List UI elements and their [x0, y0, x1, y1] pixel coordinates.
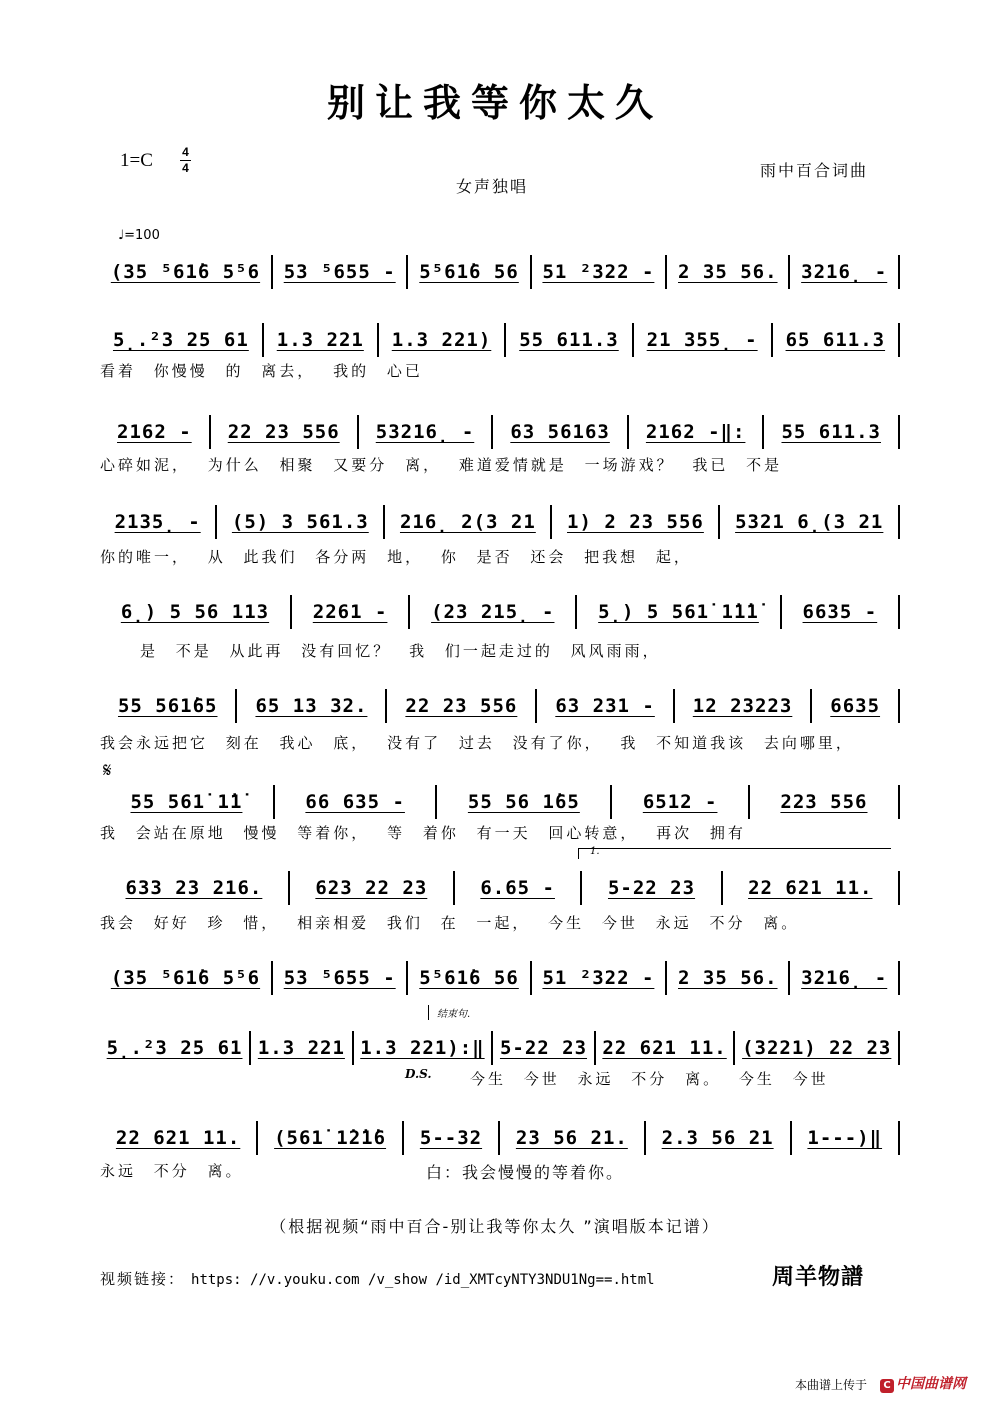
site-logo[interactable]	[880, 1373, 966, 1393]
measure: 3216̣ -	[801, 967, 888, 989]
barline	[898, 323, 900, 357]
lyric-line: 我会永远把它 刻在 我心 底， 没有了 过去 没有了你， 我 不知道我该 去向哪里，	[100, 734, 854, 752]
measure: 22 23 556	[405, 695, 518, 717]
notes-line	[100, 592, 900, 632]
lyric-line: 是 不是 从此再 没有回忆？ 我 们一起走过的 风风雨雨，	[140, 642, 661, 660]
measure: 2 35 56.	[678, 967, 778, 989]
measure: 5--32	[419, 1127, 483, 1149]
measure: 2261 -	[312, 601, 388, 623]
barline	[898, 785, 900, 819]
score-row	[100, 592, 900, 632]
barline	[898, 415, 900, 449]
measure: 55 561̇65	[117, 695, 218, 717]
notes-line	[100, 958, 900, 998]
measure: 5-22 23	[499, 1037, 588, 1059]
score-row	[100, 412, 900, 452]
measure: 55 611.3	[781, 421, 881, 443]
score-row	[100, 868, 900, 908]
measure: 22 621 11.	[115, 1127, 241, 1149]
measure: 3216̣ -	[801, 261, 888, 283]
time-bottom: 4	[182, 161, 189, 175]
notes-line	[100, 782, 900, 822]
lyric-line: 你的唯一， 从 此我们 各分两 地， 你 是否 还会 把我想 起，	[100, 548, 692, 566]
upload-notice: 本曲谱上传于	[795, 1378, 868, 1392]
score-row	[100, 686, 900, 726]
singer-type: 女声独唱	[456, 177, 529, 196]
barline	[898, 1031, 900, 1065]
lyric-line: 心碎如泥， 为什么 相聚 又要分 离， 难道爱情就是 一场游戏？ 我已 不是	[100, 456, 783, 474]
measure: (5) 3 561.3	[231, 511, 369, 533]
measure: 5-22 23	[607, 877, 696, 899]
barline	[898, 689, 900, 723]
measure: 5̣.²3 25 61	[112, 329, 249, 351]
ds-marking: D.S.	[405, 1067, 432, 1081]
measure: 53 ⁵655 -	[283, 967, 396, 989]
score-row	[100, 782, 900, 822]
notes-line	[100, 1118, 900, 1158]
notes-line	[100, 868, 900, 908]
measure: 12 23223	[692, 695, 793, 717]
measure: 6512 -	[642, 791, 718, 813]
measure: (23 215̣ -	[431, 601, 555, 623]
barline	[898, 961, 900, 995]
measure: 66 635 -	[305, 791, 405, 813]
measure: 53216̣ -	[375, 421, 475, 443]
lyric-line: 今生 今世 永远 不分 离。 今生 今世	[470, 1070, 829, 1088]
measure: 22 621 11.	[748, 877, 873, 899]
measure: 216̣ 2(3 21	[399, 511, 536, 533]
notes-line	[100, 1028, 900, 1068]
measure: 22 23 556	[227, 421, 340, 443]
measure: 63 231 -	[555, 695, 655, 717]
measure: (35 ⁵61̇6 5⁵6	[110, 261, 261, 283]
notes-line	[100, 686, 900, 726]
measure: 5⁵61̇6 56	[419, 261, 519, 283]
spoken-line: 白：我会慢慢的等着你。	[426, 1163, 625, 1182]
measure: 2162 -‖:	[645, 421, 746, 443]
barline	[898, 871, 900, 905]
notes-line	[100, 320, 900, 360]
measure: 6̣) 5 56 113	[120, 601, 270, 623]
measure: 2 35 56.	[678, 261, 778, 283]
measure: 2135̣ -	[114, 511, 201, 533]
song-title: 别让我等你太久	[326, 80, 663, 125]
measure: (3221) 22 23	[742, 1037, 892, 1059]
measure: 22 621 11.	[602, 1037, 727, 1059]
barline	[898, 255, 900, 289]
ending-label: 结束句.	[428, 1005, 470, 1020]
measure: 55 611.3	[519, 329, 619, 351]
site-logo-text: 中国曲谱网	[896, 1376, 966, 1392]
score-row	[100, 1028, 900, 1068]
notes-line	[100, 252, 900, 292]
measure: 1.3 221)	[391, 329, 492, 351]
video-url[interactable]: https: //v.youku.com /v_show /id_XMTcyNTY3NDU1Ng==.html	[191, 1272, 655, 1288]
measure: (35 ⁵61̇6 5⁵6	[110, 967, 261, 989]
lyric-line: 永远 不分 离。	[100, 1162, 244, 1180]
measure: (561̇ 1̇2̇1̇6	[274, 1127, 387, 1149]
measure: 53 ⁵655 -	[283, 261, 396, 283]
measure: 23 56 21.	[515, 1127, 628, 1149]
score-row	[100, 320, 900, 360]
video-link-label: 视频链接：	[100, 1270, 186, 1288]
logo-icon: C	[880, 1379, 894, 1393]
notes-line	[100, 502, 900, 542]
measure: 1.3 221	[257, 1037, 345, 1059]
lyric-line: 看着 你慢慢 的 离去， 我的 心已	[100, 362, 423, 380]
measure: 2.3 56 21	[661, 1127, 774, 1149]
measure: 51 ²322 -	[542, 261, 655, 283]
transcription-note: （根据视频“雨中百合-别让我等你太久 ”演唱版本记谱）	[270, 1217, 720, 1236]
measure: 6.65 -	[480, 877, 555, 899]
notes-line	[100, 412, 900, 452]
measure: 21 355̣ -	[646, 329, 758, 351]
measure: 5321 6̣(3 21	[735, 511, 884, 533]
score-row	[100, 958, 900, 998]
measure: 65 611.3	[785, 329, 886, 351]
lyric-line: 我会 好好 珍 惜， 相亲相爱 我们 在 一起， 今生 今世 永远 不分 离。	[100, 914, 800, 932]
measure: 63 56163	[510, 421, 610, 443]
time-signature	[180, 146, 191, 175]
measure: 5⁵61̇6 56	[419, 967, 519, 989]
measure: 55 561̇ 1̇1̇	[130, 791, 243, 813]
measure: 5̣.²3 25 61	[106, 1037, 243, 1059]
measure: 223 556	[780, 791, 868, 813]
measure: 1.3 221	[276, 329, 364, 351]
transcriber-signature: 周羊物譜	[772, 1264, 865, 1290]
volta-label: 1.	[590, 846, 600, 857]
key-signature: 1=C	[120, 150, 153, 171]
measure: 51 ²322 -	[542, 967, 655, 989]
score-row	[100, 502, 900, 542]
measure: 6635 -	[802, 601, 878, 623]
time-top: 4	[182, 145, 189, 159]
segno-icon: 𝄋	[103, 758, 112, 782]
score-row	[100, 1118, 900, 1158]
measure: 6635	[830, 695, 881, 717]
video-link	[100, 1268, 655, 1289]
measure: 65 13 32.	[255, 695, 368, 717]
composer-credit: 雨中百合词曲	[760, 161, 869, 180]
measure: 55 56 1̇65	[467, 791, 580, 813]
measure: 633 23 216.	[125, 877, 263, 899]
barline	[898, 595, 900, 629]
measure: 1---)‖	[807, 1127, 883, 1149]
barline	[898, 505, 900, 539]
measure: 623 22 23	[315, 877, 428, 899]
measure: 1) 2 23 556	[567, 511, 704, 533]
barline	[898, 1121, 900, 1155]
measure: 5̣) 5 561̇ 1̇1̇1̇	[598, 601, 759, 623]
volta-bracket	[578, 848, 891, 859]
lyric-line: 我 会站在原地 慢慢 等着你， 等 着你 有一天 回心转意， 再次 拥有	[100, 824, 746, 842]
score-row	[100, 252, 900, 292]
tempo-marking: ♩=100	[118, 228, 160, 243]
measure: 2162 -	[117, 421, 192, 443]
measure: 1.3 221):‖	[360, 1037, 485, 1059]
